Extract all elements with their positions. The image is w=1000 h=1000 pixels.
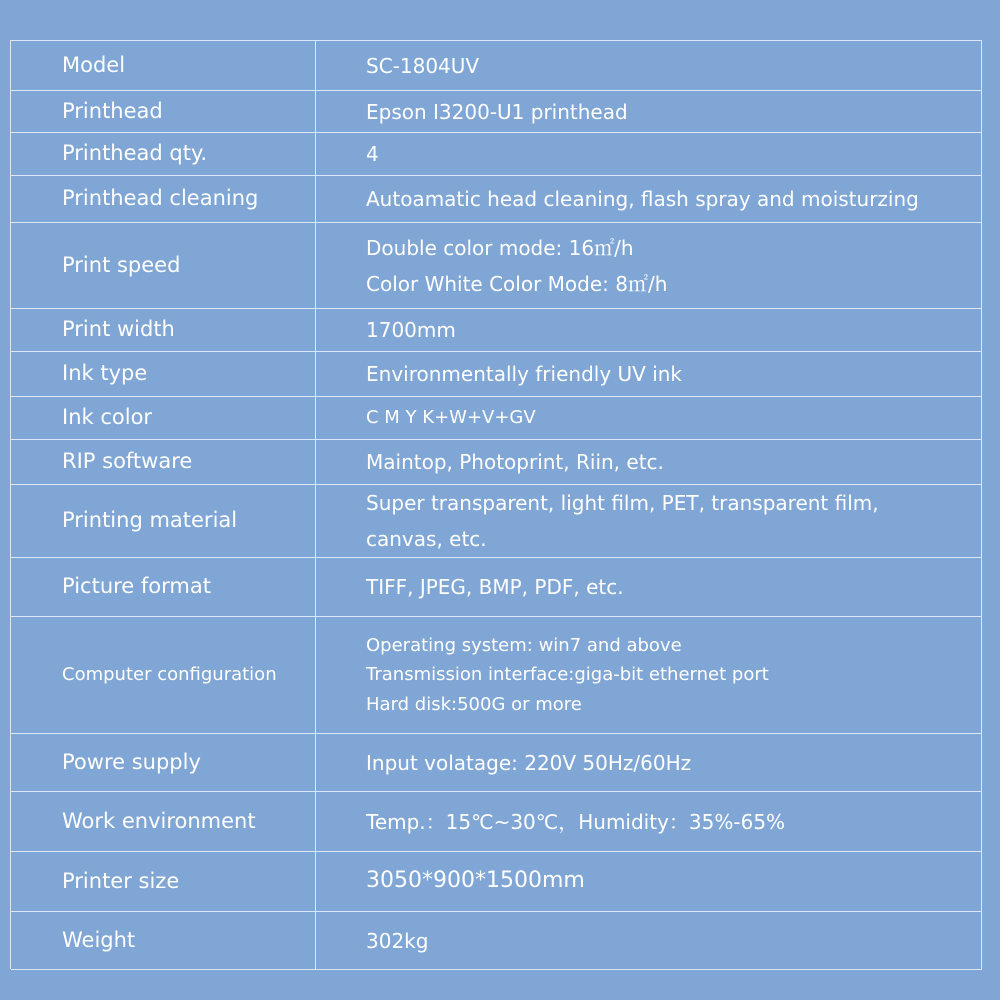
table-row-print-speed (11, 223, 982, 309)
table-row-printhead-cleaning (11, 176, 982, 223)
spec-label: Ink color (11, 397, 316, 439)
table-row-print-width (11, 309, 982, 352)
table-row-weight (11, 912, 982, 970)
spec-value: Operating system: win7 and above Transmission interface:giga-bit ethernet port Hard disk:500G or more (316, 617, 982, 733)
table-row-power-supply (11, 734, 982, 792)
spec-label: Weight (11, 912, 316, 969)
spec-label: Printer size (11, 852, 316, 911)
spec-value: Super transparent, light film, PET, transparent film, canvas, etc. (316, 485, 982, 557)
spec-value: Maintop, Photoprint, Riin, etc. (316, 440, 982, 484)
spec-value: Epson I3200-U1 printhead (316, 91, 982, 132)
spec-label: Print speed (11, 223, 316, 308)
spec-value: 1700mm (316, 309, 982, 351)
table-row-printhead (11, 91, 982, 133)
specification-table (10, 40, 982, 969)
spec-label: Computer configuration (11, 617, 316, 733)
table-row-model (11, 41, 982, 91)
table-row-ink-type (11, 352, 982, 397)
spec-label: Model (11, 41, 316, 90)
spec-label: Print width (11, 309, 316, 351)
spec-label: Printhead qty. (11, 133, 316, 175)
spec-value: Autoamatic head cleaning, flash spray and moisturzing (316, 176, 982, 222)
spec-label: Powre supply (11, 734, 316, 791)
spec-value: 302kg (316, 912, 982, 969)
spec-label: Ink type (11, 352, 316, 396)
spec-value: C M Y K+W+V+GV (316, 397, 982, 439)
table-row-ink-color (11, 397, 982, 440)
spec-value: TIFF, JPEG, BMP, PDF, etc. (316, 558, 982, 616)
spec-label: RIP software (11, 440, 316, 484)
table-row-printing-material (11, 485, 982, 558)
spec-label: Work environment (11, 792, 316, 851)
spec-label: Printhead cleaning (11, 176, 316, 222)
spec-value: 3050*900*1500mm (316, 852, 982, 911)
table-row-computer-configuration (11, 617, 982, 734)
spec-value: Environmentally friendly UV ink (316, 352, 982, 396)
spec-value: Double color mode: 16㎡/h Color White Color Mode: 8㎡/h (316, 223, 982, 308)
table-row-picture-format (11, 558, 982, 617)
spec-value: Input volatage: 220V 50Hz/60Hz (316, 734, 982, 791)
spec-value: SC-1804UV (316, 41, 982, 90)
spec-label: Printhead (11, 91, 316, 132)
table-row-printer-size (11, 852, 982, 912)
table-row-printhead-qty (11, 133, 982, 176)
table-row-work-environment (11, 792, 982, 852)
spec-label: Printing material (11, 485, 316, 557)
spec-value: Temp.：15℃~30℃，Humidity：35%-65% (316, 792, 982, 851)
spec-label: Picture format (11, 558, 316, 616)
table-row-rip-software (11, 440, 982, 485)
spec-value: 4 (316, 133, 982, 175)
